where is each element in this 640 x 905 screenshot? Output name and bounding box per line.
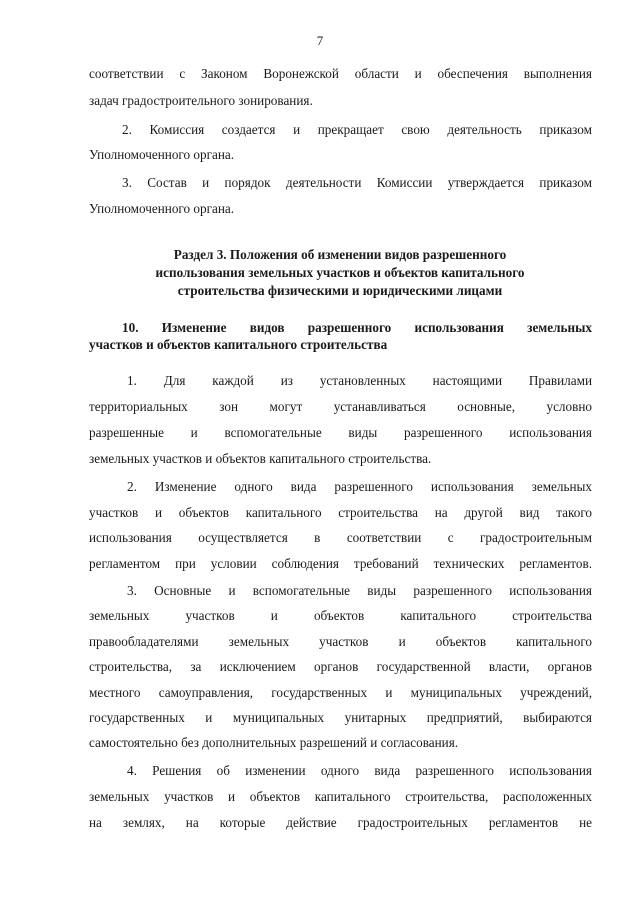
section-heading-line: Раздел 3. Положения об изменении видов разрешенного [173, 247, 507, 262]
text-line: 2. Изменение одного вида разрешенного использования земельных [127, 479, 592, 494]
section-heading-line: строительства физическими и юридическими лицами [177, 283, 503, 298]
subsection-heading-line: участков и объектов капитального строительства [89, 337, 388, 352]
subsection-heading-line: 10. Изменение видов разрешенного использования земельных [122, 320, 592, 335]
text-line: использования осуществляется в соответствии с градостроительным [89, 530, 592, 545]
page-number: 7 [316, 33, 324, 48]
text-line: разрешенные и вспомогательные виды разрешенного использования [89, 425, 592, 440]
text-line: задач градостроительного зонирования. [89, 93, 313, 108]
text-line: 3. Состав и порядок деятельности Комиссии утверждается приказом [122, 175, 592, 190]
text-line: земельных участков и объектов капитального строительства, расположенных [89, 789, 592, 804]
text-line: правообладателями земельных участков и объектов капитального [89, 634, 592, 649]
text-line: участков и объектов капитального строительства на другой вид такого [89, 505, 592, 520]
text-line: Уполномоченного органа. [89, 201, 235, 216]
text-line: государственных и муниципальных унитарных предприятий, выбираются [89, 710, 592, 725]
text-line: регламентом при условии соблюдения требований технических регламентов. [89, 556, 592, 571]
text-line: строительства, за исключением органов государственной власти, органов [89, 659, 592, 674]
text-line: земельных участков и объектов капитального строительства [89, 608, 592, 623]
text-line: 3. Основные и вспомогательные виды разрешенного использования [127, 583, 592, 598]
section-heading-line: использования земельных участков и объектов капитального [155, 265, 525, 280]
text-line: соответствии с Законом Воронежской области и обеспечения выполнения [89, 66, 592, 81]
text-line: местного самоуправления, государственных и муниципальных учреждений, [89, 685, 592, 700]
text-line: 1. Для каждой из установленных настоящими Правилами [127, 373, 592, 388]
text-line: территориальных зон могут устанавливаться основные, условно [89, 399, 592, 414]
text-line: Уполномоченного органа. [89, 147, 235, 162]
text-line: земельных участков и объектов капитального строительства. [89, 451, 432, 466]
text-line: на землях, на которые действие градостроительных регламентов не [89, 815, 592, 830]
text-line: 4. Решения об изменении одного вида разрешенного использования [127, 763, 592, 778]
text-line: самостоятельно без дополнительных разрешений и согласования. [89, 735, 459, 750]
text-line: 2. Комиссия создается и прекращает свою деятельность приказом [122, 122, 592, 137]
